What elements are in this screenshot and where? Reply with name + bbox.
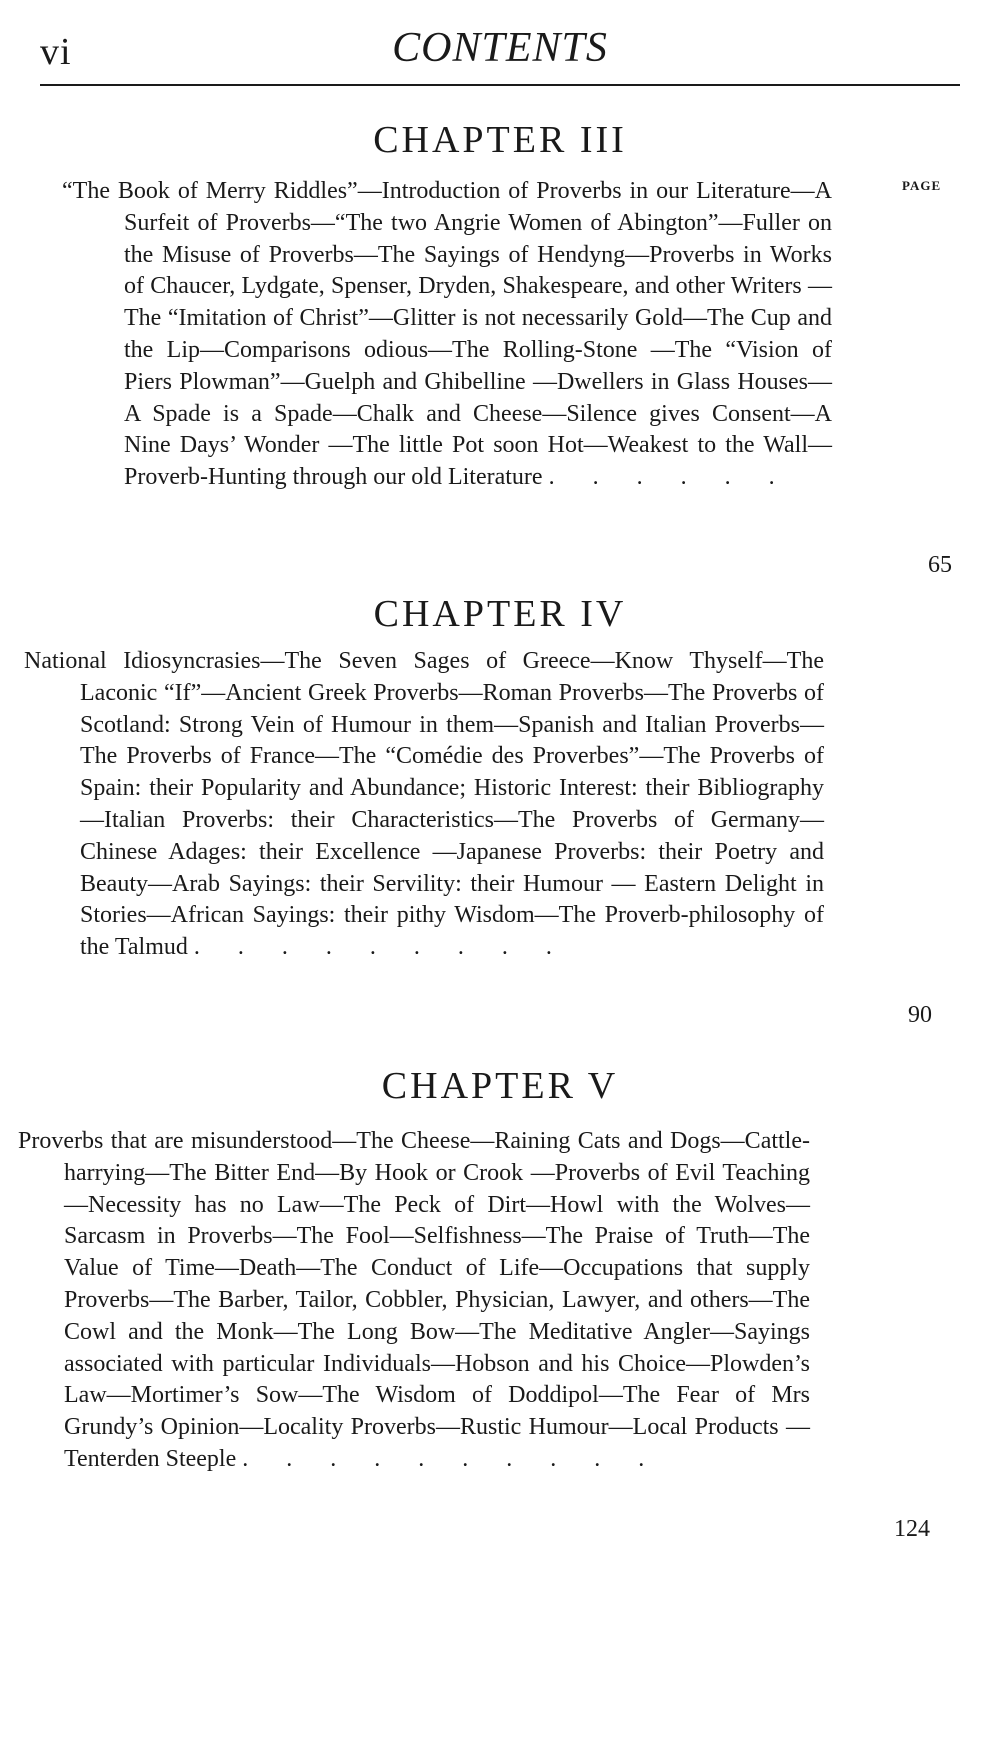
page-column-label: PAGE xyxy=(902,178,942,193)
leader-dots: . . . . . . . . . . xyxy=(242,1445,661,1472)
chapter-heading: CHAPTER III xyxy=(373,119,627,161)
summary-text: Proverbs that are misunderstood—The Cheese—Raining Cats and Dogs—Cattle-harrying—The Bitter End—By Hook or Crook —Proverbs of Evil Teaching—Necessity has no Law—The Peck of Dirt—Howl with the Wolves—Sarcasm in Proverbs—The Fool—Selfishness—The Praise of Truth—The Value of Time—Death—The Conduct of Life—Occupations that supply Proverbs—The Barber, Tailor, Cobbler, Physician, Lawyer, and others—The Cowl and the Monk—The Long Bow—The Meditative Angler—Sayings associated with particular Individuals—Hobson and his Choice—Plowden’s Law—Mortimer’s Sow—The Wisdom of Doddipol—The Fear of Mrs Grundy’s Opinion—Locality Proverbs—Rustic Humour—Local Products —Tenterden Steeple xyxy=(18,1128,810,1472)
summary-text: National Idiosyncrasies—The Seven Sages of Greece—Know Thyself—The Laconic “If”—Ancient Greek Proverbs—Roman Proverbs—The Proverbs of Scotland: Strong Vein of Humour in them—Spanish and Italian Proverbs—The Proverbs of France—The “Comédie des Proverbes”—The Proverbs of Spain: their Popularity and Abundance; Historic Interest: their Bibliography—Italian Proverbs: their Characteristics—The Proverbs of Germany—Chinese Adages: their Excellence —Japanese Proverbs: their Poetry and Beauty—Arab Sayings: their Servility: their Humour — Eastern Delight in Stories—African Sayings: their pithy Wisdom—The Proverb-philosophy of the Talmud xyxy=(24,648,824,961)
chapter-summary xyxy=(62,176,832,494)
summary-text: “The Book of Merry Riddles”—Introduction of Proverbs in our Literature—A Surfeit of Proverbs—“The two Angrie Women of Abington”—Fuller on the Misuse of Proverbs—The Sayings of Hendyng—Proverbs in Works of Chaucer, Lydgate, Spenser, Dryden, Shakespeare, and other Writers — The “Imitation of Christ”—Glitter is not necessarily Gold—The Cup and the Lip—Comparisons odious—The Rolling-Stone —The “Vision of Piers Plowman”—Guelph and Ghibelline —Dwellers in Glass Houses—A Spade is a Spade—Chalk and Cheese—Silence gives Consent—A Nine Days’ Wonder —The little Pot soon Hot—Weakest to the Wall—Proverb-Hunting through our old Literature xyxy=(62,178,832,491)
chapter-heading: CHAPTER V xyxy=(381,1065,619,1107)
leader-dots: . . . . . . . . . xyxy=(193,934,568,961)
page-number: vi xyxy=(40,31,72,73)
page-reference: 124 xyxy=(894,1516,930,1542)
page-header xyxy=(40,20,960,82)
page-reference: 65 xyxy=(928,552,952,578)
chapter-summary xyxy=(24,646,824,964)
page-reference: 90 xyxy=(908,1002,932,1028)
header-rule xyxy=(40,84,960,86)
leader-dots: . . . . . . xyxy=(548,464,791,491)
chapter-heading: CHAPTER IV xyxy=(373,593,627,635)
chapter-summary xyxy=(18,1126,810,1476)
running-title: CONTENTS xyxy=(392,25,608,71)
